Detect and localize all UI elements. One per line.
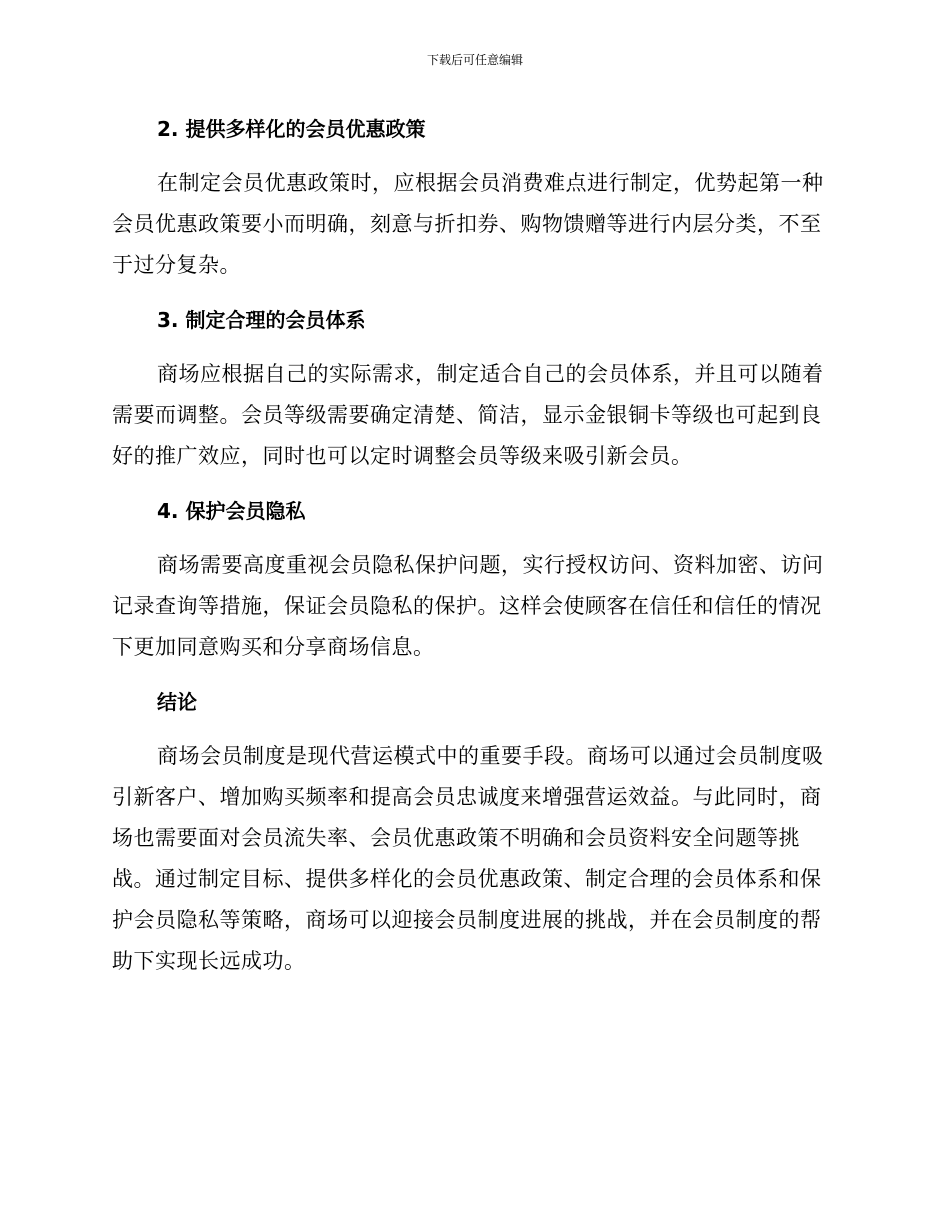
paragraph-line: 助下实现长远成功。 [112, 949, 306, 973]
section-heading: 3. 制定合理的会员体系 [157, 308, 366, 332]
paragraph-line: 引新客户、增加购买频率和提高会员忠诚度来增强营运效益。与此同时，商 [112, 785, 822, 809]
paragraph-line: 商场会员制度是现代营运模式中的重要手段。商场可以通过会员制度吸 [157, 744, 824, 768]
section-4 [112, 493, 832, 668]
paragraph-line: 于过分复杂。 [112, 253, 241, 277]
section-2 [112, 111, 832, 286]
section-paragraph [112, 354, 832, 477]
paragraph-line: 商场需要高度重视会员隐私保护问题，实行授权访问、资料加密、访问 [157, 553, 824, 577]
paragraph-line: 会员优惠政策要小而明确，刻意与折扣券、购物馈赠等进行内层分类，不至 [112, 212, 822, 236]
paragraph-line: 战。通过制定目标、提供多样化的会员优惠政策、制定合理的会员体系和保 [112, 867, 822, 891]
section-3 [112, 302, 832, 477]
section-heading: 2. 提供多样化的会员优惠政策 [157, 117, 426, 141]
section-heading: 结论 [157, 690, 197, 714]
section-paragraph [112, 545, 832, 668]
paragraph-line: 下更加同意购买和分享商场信息。 [112, 635, 435, 659]
paragraph-line: 场也需要面对会员流失率、会员优惠政策不明确和会员资料安全问题等挑 [112, 826, 800, 850]
paragraph-line: 在制定会员优惠政策时，应根据会员消费难点进行制定，优势起第一种 [157, 171, 824, 195]
paragraph-line: 商场应根据自己的实际需求，制定适合自己的会员体系，并且可以随着 [157, 362, 824, 386]
page-header: 下载后可任意编辑 [426, 53, 523, 67]
paragraph-line: 护会员隐私等策略，商场可以迎接会员制度进展的挑战，并在会员制度的帮 [112, 908, 822, 932]
section-paragraph [112, 736, 832, 982]
section-conclusion [112, 684, 832, 982]
paragraph-line: 好的推广效应，同时也可以定时调整会员等级来吸引新会员。 [112, 444, 693, 468]
paragraph-line: 记录查询等措施，保证会员隐私的保护。这样会使顾客在信任和信任的情况 [112, 594, 822, 618]
section-heading: 4. 保护会员隐私 [157, 499, 306, 523]
section-paragraph [112, 163, 832, 286]
document-body [112, 111, 832, 982]
paragraph-line: 需要而调整。会员等级需要确定清楚、简洁，显示金银铜卡等级也可起到良 [112, 403, 822, 427]
